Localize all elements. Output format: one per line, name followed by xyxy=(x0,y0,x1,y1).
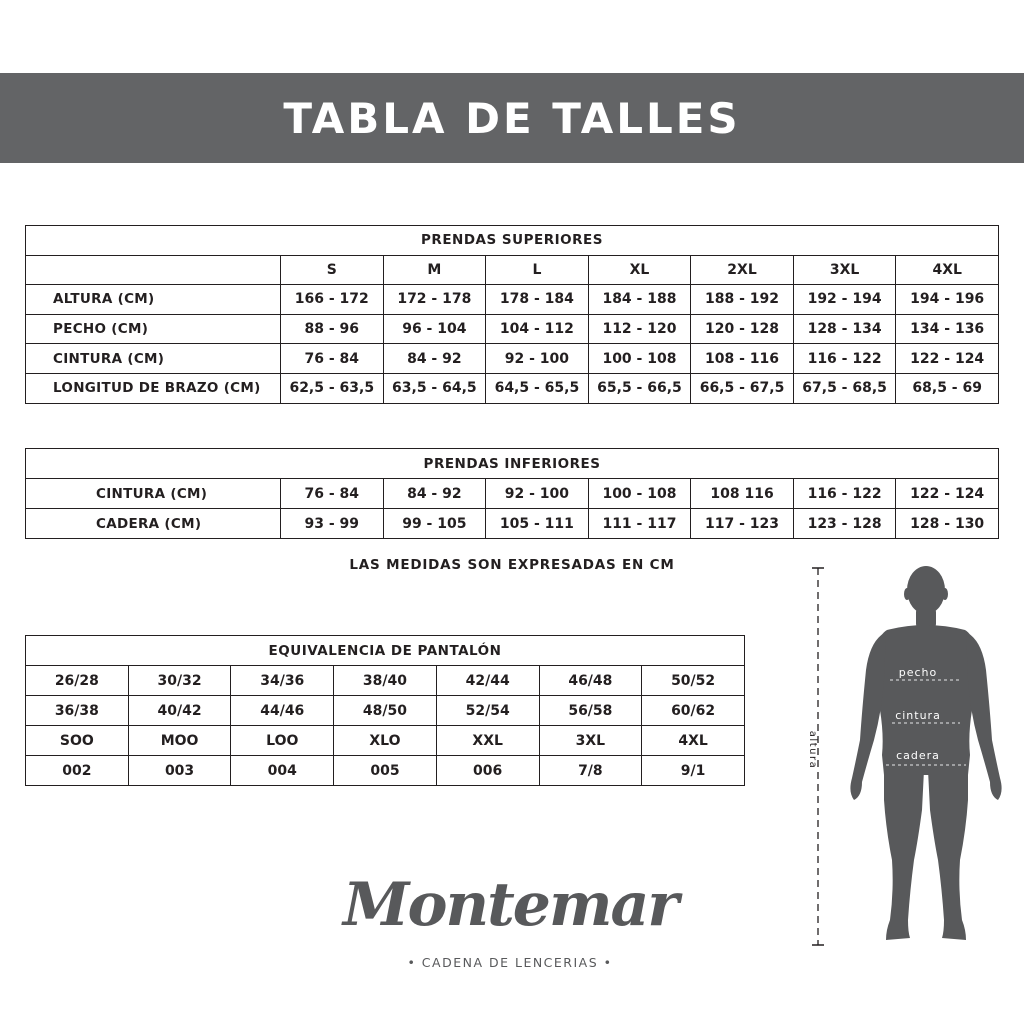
table-cell: 84 - 92 xyxy=(383,344,486,374)
table-cell: 40/42 xyxy=(128,696,231,726)
table-row xyxy=(26,479,999,509)
row-label: ALTURA (CM) xyxy=(26,285,281,315)
size-label: XL xyxy=(588,255,691,285)
table-cell: SOO xyxy=(26,726,129,756)
tops-table-title: PRENDAS SUPERIORES xyxy=(26,226,999,256)
table-row xyxy=(26,726,745,756)
table-cell: 122 - 124 xyxy=(896,479,999,509)
table-cell: 7/8 xyxy=(539,756,642,786)
table-cell: 003 xyxy=(128,756,231,786)
tops-size-table xyxy=(25,225,999,404)
table-row xyxy=(26,314,999,344)
table-row xyxy=(26,285,999,315)
table-cell: 184 - 188 xyxy=(588,285,691,315)
table-cell: 76 - 84 xyxy=(281,344,384,374)
table-cell: 100 - 108 xyxy=(588,344,691,374)
table-cell: 92 - 100 xyxy=(486,479,589,509)
table-cell: 128 - 130 xyxy=(896,509,999,539)
table-row xyxy=(26,756,745,786)
table-cell: 108 - 116 xyxy=(691,344,794,374)
table-cell: XXL xyxy=(436,726,539,756)
table-cell: 92 - 100 xyxy=(486,344,589,374)
table-cell: 46/48 xyxy=(539,666,642,696)
table-cell: 004 xyxy=(231,756,334,786)
table-cell: 52/54 xyxy=(436,696,539,726)
chest-label: pecho xyxy=(898,666,938,679)
table-cell: 112 - 120 xyxy=(588,314,691,344)
table-cell: 105 - 111 xyxy=(486,509,589,539)
table-header-row xyxy=(26,449,999,479)
table-cell: MOO xyxy=(128,726,231,756)
table-cell: 34/36 xyxy=(231,666,334,696)
table-cell: 76 - 84 xyxy=(281,479,384,509)
hip-label: cadera xyxy=(896,749,940,762)
table-cell: 128 - 134 xyxy=(793,314,896,344)
table-cell: 108 116 xyxy=(691,479,794,509)
brand-logo xyxy=(340,865,680,980)
table-cell: 93 - 99 xyxy=(281,509,384,539)
table-cell: 26/28 xyxy=(26,666,129,696)
page-title: TABLA DE TALLES xyxy=(283,93,741,143)
table-cell: 42/44 xyxy=(436,666,539,696)
bottoms-size-table xyxy=(25,448,999,539)
equivalence-table-title: EQUIVALENCIA DE PANTALÓN xyxy=(26,636,745,666)
table-cell: 134 - 136 xyxy=(896,314,999,344)
row-label: CINTURA (CM) xyxy=(26,479,281,509)
title-banner xyxy=(0,73,1024,163)
size-label: 2XL xyxy=(691,255,794,285)
table-row xyxy=(26,666,745,696)
table-cell: 30/32 xyxy=(128,666,231,696)
table-cell: 99 - 105 xyxy=(383,509,486,539)
table-cell: 48/50 xyxy=(334,696,437,726)
table-cell: 178 - 184 xyxy=(486,285,589,315)
table-cell: 3XL xyxy=(539,726,642,756)
brand-name: Montemar xyxy=(343,870,677,940)
table-cell: 172 - 178 xyxy=(383,285,486,315)
row-label: CADERA (CM) xyxy=(26,509,281,539)
table-cell: 120 - 128 xyxy=(691,314,794,344)
table-cell: 38/40 xyxy=(334,666,437,696)
table-cell: 9/1 xyxy=(642,756,745,786)
table-row xyxy=(26,696,745,726)
table-cell: 63,5 - 64,5 xyxy=(383,373,486,403)
table-cell: 116 - 122 xyxy=(793,344,896,374)
table-cell: 005 xyxy=(334,756,437,786)
table-header-row xyxy=(26,226,999,256)
table-cell: 166 - 172 xyxy=(281,285,384,315)
table-cell: 123 - 128 xyxy=(793,509,896,539)
table-cell: 56/58 xyxy=(539,696,642,726)
table-cell: 194 - 196 xyxy=(896,285,999,315)
table-cell: 104 - 112 xyxy=(486,314,589,344)
table-cell: 44/46 xyxy=(231,696,334,726)
brand-tagline: • CADENA DE LENCERIAS • xyxy=(407,955,613,970)
row-label: CINTURA (CM) xyxy=(26,344,281,374)
table-cell: 188 - 192 xyxy=(691,285,794,315)
table-cell: 36/38 xyxy=(26,696,129,726)
row-label: PECHO (CM) xyxy=(26,314,281,344)
table-cell: 84 - 92 xyxy=(383,479,486,509)
table-cell: 006 xyxy=(436,756,539,786)
empty-cell xyxy=(26,255,281,285)
table-cell: 96 - 104 xyxy=(383,314,486,344)
table-header-row xyxy=(26,636,745,666)
height-label: altura xyxy=(807,730,818,770)
table-row xyxy=(26,509,999,539)
table-cell: XLO xyxy=(334,726,437,756)
table-cell: 122 - 124 xyxy=(896,344,999,374)
table-cell: 116 - 122 xyxy=(793,479,896,509)
table-cell: 88 - 96 xyxy=(281,314,384,344)
table-cell: 65,5 - 66,5 xyxy=(588,373,691,403)
table-cell: 62,5 - 63,5 xyxy=(281,373,384,403)
table-cell: 64,5 - 65,5 xyxy=(486,373,589,403)
table-cell: 67,5 - 68,5 xyxy=(793,373,896,403)
table-cell: 192 - 194 xyxy=(793,285,896,315)
units-note: LAS MEDIDAS SON EXPRESADAS EN CM xyxy=(349,557,675,573)
table-cell: 50/52 xyxy=(642,666,745,696)
table-row xyxy=(26,373,999,403)
table-cell: 002 xyxy=(26,756,129,786)
table-row xyxy=(26,344,999,374)
size-label: 4XL xyxy=(896,255,999,285)
table-cell: 68,5 - 69 xyxy=(896,373,999,403)
table-cell: 60/62 xyxy=(642,696,745,726)
size-header-row xyxy=(26,255,999,285)
table-cell: 4XL xyxy=(642,726,745,756)
body-measurement-figure xyxy=(790,560,1010,960)
row-label: LONGITUD DE BRAZO (CM) xyxy=(26,373,281,403)
table-cell: 100 - 108 xyxy=(588,479,691,509)
table-cell: LOO xyxy=(231,726,334,756)
size-label: 3XL xyxy=(793,255,896,285)
size-label: M xyxy=(383,255,486,285)
pants-equivalence-table xyxy=(25,635,745,786)
size-label: S xyxy=(281,255,384,285)
waist-label: cintura xyxy=(895,709,941,722)
table-cell: 111 - 117 xyxy=(588,509,691,539)
table-cell: 117 - 123 xyxy=(691,509,794,539)
human-body-silhouette-icon xyxy=(790,560,1010,960)
size-label: L xyxy=(486,255,589,285)
table-cell: 66,5 - 67,5 xyxy=(691,373,794,403)
bottoms-table-title: PRENDAS INFERIORES xyxy=(26,449,999,479)
